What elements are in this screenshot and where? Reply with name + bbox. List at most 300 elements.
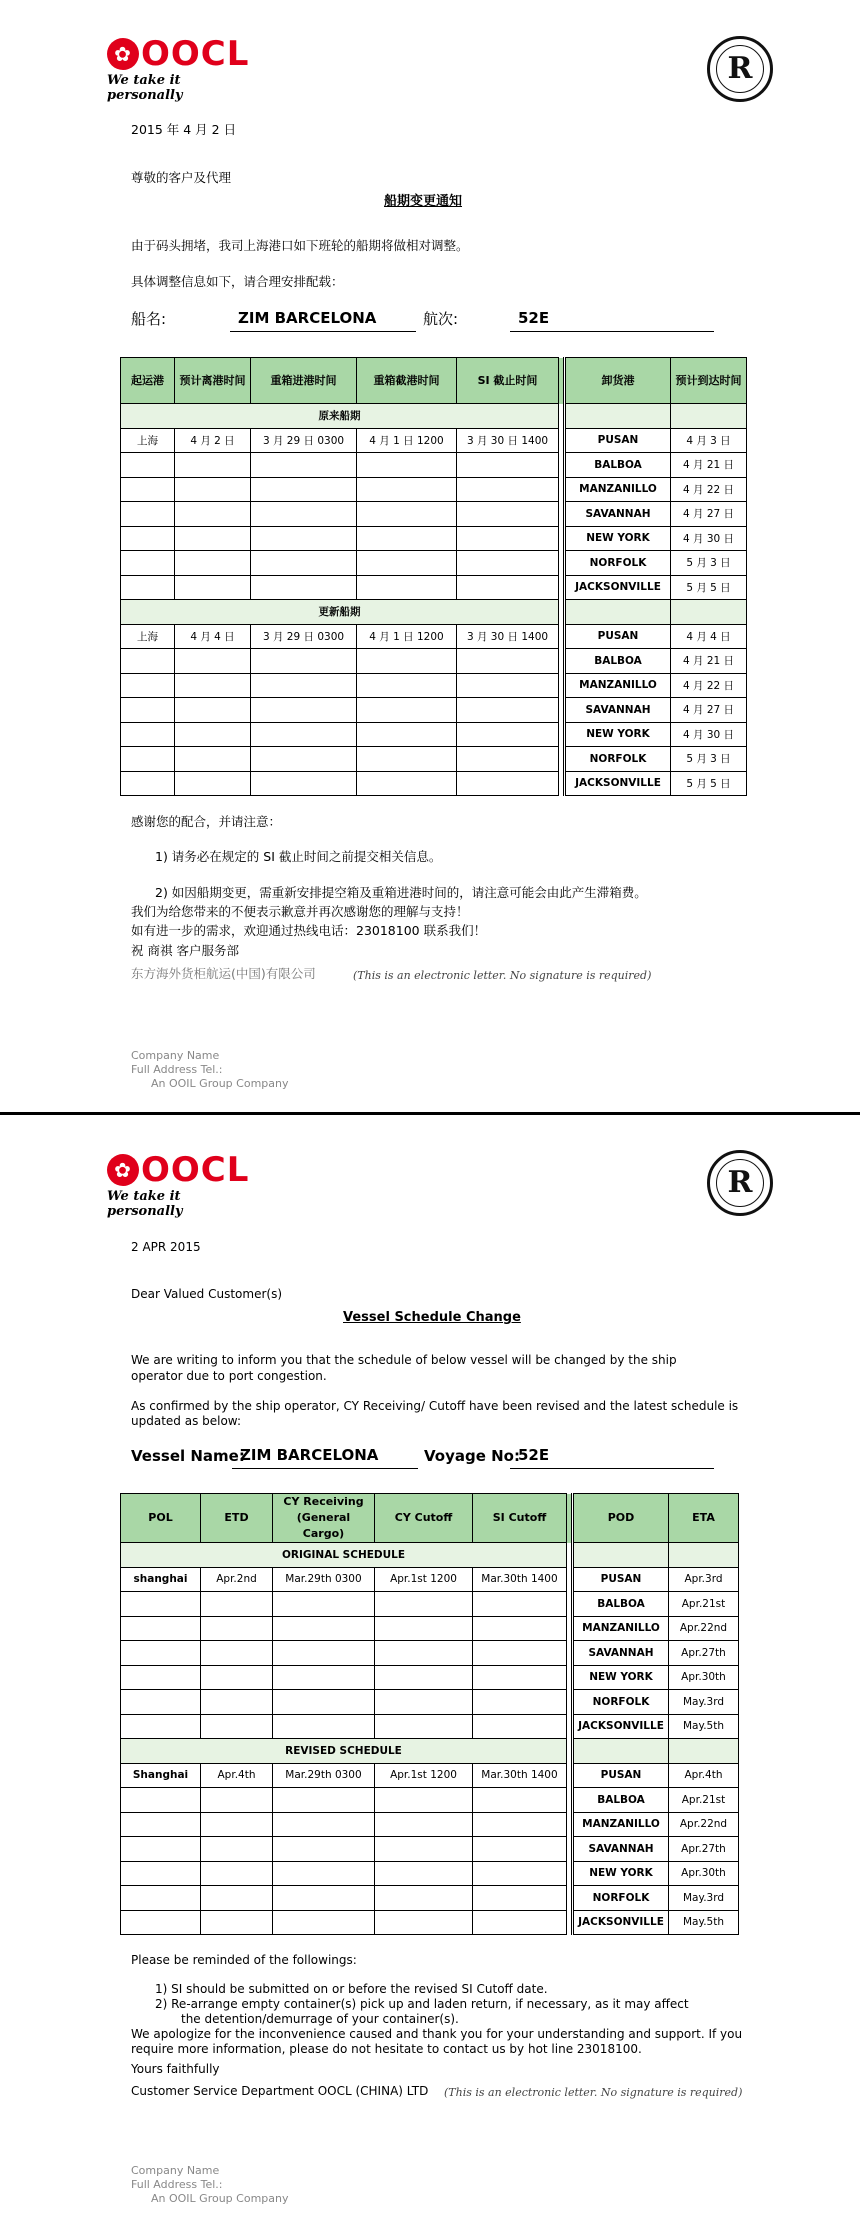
empty-cell — [375, 1616, 473, 1641]
empty-cell — [565, 404, 671, 429]
empty-cell — [121, 771, 175, 796]
column-header: 重箱进港时间 — [251, 358, 357, 404]
notice-item-2: 2) 如因船期变更，需重新安排提空箱及重箱进港时间的，请注意可能会由此产生滞箱费。 — [155, 885, 647, 900]
pod-cell: BALBOA — [565, 649, 671, 674]
empty-cell — [121, 526, 175, 551]
empty-cell — [473, 1788, 567, 1813]
empty-cell — [457, 747, 559, 772]
table-row — [121, 1641, 739, 1666]
si-cutoff-cell: Mar.30th 1400 — [473, 1763, 567, 1788]
footer-company: Company Name — [131, 2164, 220, 2177]
empty-cell — [473, 1616, 567, 1641]
empty-cell — [473, 1641, 567, 1666]
eta-cell: May.3rd — [669, 1690, 739, 1715]
empty-cell — [121, 1690, 201, 1715]
quality-seal-icon: R — [707, 1150, 773, 1216]
pod-cell: BALBOA — [565, 453, 671, 478]
eta-cell: Apr.30th — [669, 1665, 739, 1690]
empty-cell — [375, 1714, 473, 1739]
empty-cell — [201, 1886, 273, 1911]
tagline: We take it personally — [107, 1189, 183, 1219]
eta-cell: Apr.27th — [669, 1837, 739, 1862]
table-row — [121, 1910, 739, 1935]
pod-cell: MANZANILLO — [565, 477, 671, 502]
table-row — [121, 1567, 739, 1592]
eta-cell: 4 月 22 日 — [671, 673, 747, 698]
empty-cell — [375, 1592, 473, 1617]
intro-paragraph: 由于码头拥堵，我司上海港口如下班轮的船期将做相对调整。 — [131, 238, 469, 253]
revised-schedule-label-row — [121, 600, 747, 625]
pod-cell: NORFOLK — [565, 551, 671, 576]
table-row — [121, 1886, 739, 1911]
table-row — [121, 624, 747, 649]
vessel-label: Vessel Name: — [131, 1447, 245, 1465]
pod-cell: SAVANNAH — [565, 502, 671, 527]
column-header: POD — [573, 1494, 669, 1543]
section-label: 原来船期 — [121, 404, 559, 429]
empty-cell — [251, 526, 357, 551]
etd-cell: 4 月 4 日 — [175, 624, 251, 649]
empty-cell — [201, 1910, 273, 1935]
empty-cell — [251, 502, 357, 527]
table-row — [121, 698, 747, 723]
cy-cutoff-cell: Apr.1st 1200 — [375, 1763, 473, 1788]
empty-cell — [175, 747, 251, 772]
empty-cell — [671, 404, 747, 429]
pol-cell: shanghai — [121, 1567, 201, 1592]
letter-date: 2 APR 2015 — [131, 1240, 201, 1254]
pol-cell: 上海 — [121, 624, 175, 649]
empty-cell — [273, 1665, 375, 1690]
empty-cell — [375, 1690, 473, 1715]
column-header: CY Receiving (General Cargo) — [273, 1494, 375, 1543]
empty-cell — [457, 698, 559, 723]
column-header: 重箱截港时间 — [357, 358, 457, 404]
footer — [131, 2164, 289, 2206]
notice-item-1: 1) 请务必在规定的 SI 截止时间之前提交相关信息。 — [155, 849, 442, 864]
empty-cell — [375, 1812, 473, 1837]
empty-cell — [357, 771, 457, 796]
pod-cell: NORFOLK — [573, 1690, 669, 1715]
reminder-item-2-line2: the detention/demurrage of your container(s). — [181, 2012, 459, 2026]
tagline: We take it personally — [107, 73, 183, 103]
intro-paragraph-line1: We are writing to inform you that the schedule of below vessel will be changed by the ship — [131, 1353, 677, 1367]
empty-cell — [175, 771, 251, 796]
empty-cell — [201, 1616, 273, 1641]
empty-cell — [357, 575, 457, 600]
eta-cell: Apr.27th — [669, 1641, 739, 1666]
empty-cell — [121, 1812, 201, 1837]
column-header: ETD — [201, 1494, 273, 1543]
pod-cell: PUSAN — [573, 1763, 669, 1788]
empty-cell — [121, 698, 175, 723]
pol-cell: 上海 — [121, 428, 175, 453]
section-label: 更新船期 — [121, 600, 559, 625]
pod-cell: JACKSONVILLE — [565, 575, 671, 600]
company-name-cn: 东方海外货柜航运(中国)有限公司 — [131, 966, 316, 981]
page-divider — [0, 1112, 860, 1115]
voyage-number: 52E — [518, 309, 550, 327]
footer-group: An OOIL Group Company — [151, 1077, 289, 1090]
schedule-table-body — [121, 358, 747, 796]
intro-paragraph-line2: operator due to port congestion. — [131, 1369, 327, 1383]
empty-cell — [175, 477, 251, 502]
empty-cell — [175, 575, 251, 600]
empty-cell — [201, 1665, 273, 1690]
column-header: 预计离港时间 — [175, 358, 251, 404]
electronic-letter-note: (This is an electronic letter. No signature is required) — [444, 2086, 743, 2099]
empty-cell — [121, 1861, 201, 1886]
eta-cell: 4 月 30 日 — [671, 722, 747, 747]
column-header: POL — [121, 1494, 201, 1543]
eta-cell: May.5th — [669, 1910, 739, 1935]
si-cutoff-cell: Mar.30th 1400 — [473, 1567, 567, 1592]
eta-cell: Apr.4th — [669, 1763, 739, 1788]
empty-cell — [121, 1592, 201, 1617]
empty-cell — [175, 502, 251, 527]
empty-cell — [457, 453, 559, 478]
pod-cell: PUSAN — [565, 624, 671, 649]
empty-cell — [201, 1592, 273, 1617]
empty-cell — [473, 1812, 567, 1837]
greeting: 尊敬的客户及代理 — [131, 170, 232, 185]
pod-cell: MANZANILLO — [573, 1616, 669, 1641]
si-cutoff-cell: 3 月 30 日 1400 — [457, 428, 559, 453]
empty-cell — [457, 575, 559, 600]
empty-cell — [457, 649, 559, 674]
pod-cell: MANZANILLO — [573, 1812, 669, 1837]
eta-cell: 4 月 27 日 — [671, 698, 747, 723]
eta-cell: 4 月 27 日 — [671, 502, 747, 527]
voyage-label: Voyage No: — [424, 1447, 520, 1465]
closing-text: 祝 商祺 客户服务部 — [131, 943, 239, 958]
pod-cell: BALBOA — [573, 1592, 669, 1617]
table-row — [121, 575, 747, 600]
apology-text: 我们为给您带来的不便表示歉意并再次感谢您的理解与支持！ — [131, 904, 469, 919]
original-schedule-label-row — [121, 404, 747, 429]
empty-cell — [121, 1616, 201, 1641]
footer-group: An OOIL Group Company — [151, 2192, 289, 2205]
empty-cell — [175, 649, 251, 674]
empty-cell — [357, 551, 457, 576]
cy-receiving-cell: Mar.29th 0300 — [273, 1763, 375, 1788]
table-row — [121, 771, 747, 796]
empty-cell — [251, 551, 357, 576]
empty-cell — [669, 1543, 739, 1568]
eta-cell: 5 月 3 日 — [671, 747, 747, 772]
empty-cell — [457, 477, 559, 502]
empty-cell — [473, 1690, 567, 1715]
empty-cell — [357, 453, 457, 478]
schedule-table — [120, 357, 747, 796]
eta-cell: Apr.22nd — [669, 1616, 739, 1641]
eta-cell: May.3rd — [669, 1886, 739, 1911]
empty-cell — [273, 1788, 375, 1813]
empty-cell — [251, 747, 357, 772]
empty-cell — [175, 526, 251, 551]
apology-line2: require more information, please do not hesitate to contact us by hot line 23018100. — [131, 2042, 642, 2056]
empty-cell — [671, 600, 747, 625]
empty-cell — [251, 771, 357, 796]
empty-cell — [357, 722, 457, 747]
eta-cell: Apr.3rd — [669, 1567, 739, 1592]
empty-cell — [121, 453, 175, 478]
greeting: Dear Valued Customer(s) — [131, 1287, 283, 1301]
flower-emblem-icon — [107, 1154, 139, 1186]
empty-cell — [121, 1665, 201, 1690]
empty-cell — [251, 698, 357, 723]
eta-cell: Apr.21st — [669, 1788, 739, 1813]
eta-cell: May.5th — [669, 1714, 739, 1739]
pod-cell: BALBOA — [573, 1788, 669, 1813]
empty-cell — [121, 1837, 201, 1862]
empty-cell — [375, 1665, 473, 1690]
table-row — [121, 1837, 739, 1862]
cy-receiving-cell: 3 月 29 日 0300 — [251, 428, 357, 453]
empty-cell — [121, 1910, 201, 1935]
eta-cell: Apr.22nd — [669, 1812, 739, 1837]
footer-company: Company Name — [131, 1049, 220, 1062]
cy-receiving-cell: Mar.29th 0300 — [273, 1567, 375, 1592]
table-row — [121, 1788, 739, 1813]
empty-cell — [121, 1788, 201, 1813]
table-row — [121, 1665, 739, 1690]
letter-title: Vessel Schedule Change — [343, 1310, 521, 1325]
table-row — [121, 1812, 739, 1837]
empty-cell — [121, 477, 175, 502]
empty-cell — [457, 722, 559, 747]
empty-cell — [573, 1543, 669, 1568]
eta-cell: Apr.21st — [669, 1592, 739, 1617]
table-row — [121, 428, 747, 453]
table-row — [121, 722, 747, 747]
si-cutoff-cell: 3 月 30 日 1400 — [457, 624, 559, 649]
eta-cell: 4 月 4 日 — [671, 624, 747, 649]
eta-cell: 5 月 5 日 — [671, 575, 747, 600]
empty-cell — [201, 1641, 273, 1666]
empty-cell — [175, 722, 251, 747]
pod-cell: NEW YORK — [573, 1665, 669, 1690]
eta-cell: 4 月 21 日 — [671, 453, 747, 478]
empty-cell — [201, 1837, 273, 1862]
eta-cell: Apr.30th — [669, 1861, 739, 1886]
voyage-label: 航次: — [423, 310, 459, 328]
empty-cell — [473, 1714, 567, 1739]
table-row — [121, 1616, 739, 1641]
empty-cell — [357, 747, 457, 772]
column-header: 起运港 — [121, 358, 175, 404]
eta-cell: 5 月 3 日 — [671, 551, 747, 576]
cy-cutoff-cell: 4 月 1 日 1200 — [357, 624, 457, 649]
voyage-number: 52E — [518, 1446, 550, 1464]
empty-cell — [273, 1714, 375, 1739]
vessel-name: ZIM BARCELONA — [238, 309, 377, 327]
empty-cell — [357, 526, 457, 551]
table-row — [121, 502, 747, 527]
footer-address: Full Address Tel.: — [131, 1063, 223, 1076]
empty-cell — [201, 1812, 273, 1837]
thanks-note: 感谢您的配合，并请注意： — [131, 814, 282, 829]
apology-line1: We apologize for the inconvenience caused and thank you for your understanding and support. If you — [131, 2027, 743, 2041]
update-paragraph-line2: updated as below: — [131, 1414, 242, 1428]
empty-cell — [357, 698, 457, 723]
empty-cell — [473, 1665, 567, 1690]
empty-cell — [457, 551, 559, 576]
table-row — [121, 1592, 739, 1617]
empty-cell — [121, 575, 175, 600]
signature-line: Customer Service Department OOCL (CHINA) LTD — [131, 2084, 429, 2098]
column-header: SI 截止时间 — [457, 358, 559, 404]
empty-cell — [273, 1812, 375, 1837]
pod-cell: JACKSONVILLE — [573, 1714, 669, 1739]
update-paragraph-line1: As confirmed by the ship operator, CY Receiving/ Cutoff have been revised and the latest schedule is — [131, 1399, 739, 1413]
flower-emblem-icon — [107, 38, 139, 70]
eta-cell: 5 月 5 日 — [671, 771, 747, 796]
pod-cell: NEW YORK — [565, 722, 671, 747]
pod-cell: NEW YORK — [565, 526, 671, 551]
eta-cell: 4 月 3 日 — [671, 428, 747, 453]
table-row — [121, 1763, 739, 1788]
empty-cell — [121, 722, 175, 747]
reminder-heading: Please be reminded of the followings: — [131, 1953, 357, 1967]
eta-cell: 4 月 30 日 — [671, 526, 747, 551]
header-row — [121, 1494, 739, 1543]
empty-cell — [457, 526, 559, 551]
pol-cell: Shanghai — [121, 1763, 201, 1788]
section-label: REVISED SCHEDULE — [121, 1739, 567, 1764]
empty-cell — [473, 1837, 567, 1862]
pod-cell: NORFOLK — [565, 747, 671, 772]
empty-cell — [273, 1837, 375, 1862]
empty-cell — [251, 649, 357, 674]
empty-cell — [375, 1837, 473, 1862]
footer — [131, 1049, 289, 1091]
empty-cell — [273, 1861, 375, 1886]
empty-cell — [457, 771, 559, 796]
empty-cell — [573, 1739, 669, 1764]
footer-address: Full Address Tel.: — [131, 2178, 223, 2191]
pod-cell: MANZANILLO — [565, 673, 671, 698]
schedule-table-body — [121, 1494, 739, 1935]
empty-cell — [473, 1910, 567, 1935]
pod-cell: NEW YORK — [573, 1861, 669, 1886]
empty-cell — [375, 1886, 473, 1911]
empty-cell — [201, 1861, 273, 1886]
oocl-logo: ✿ OOCL We take it personally — [107, 1152, 257, 1219]
etd-cell: Apr.4th — [201, 1763, 273, 1788]
vessel-label: 船名: — [131, 310, 167, 328]
empty-cell — [121, 551, 175, 576]
table-row — [121, 1861, 739, 1886]
pod-cell: SAVANNAH — [565, 698, 671, 723]
empty-cell — [273, 1616, 375, 1641]
empty-cell — [175, 453, 251, 478]
empty-cell — [375, 1910, 473, 1935]
column-header: 预计到达时间 — [671, 358, 747, 404]
vessel-name: ZIM BARCELONA — [240, 1446, 379, 1464]
table-row — [121, 526, 747, 551]
pod-cell: PUSAN — [573, 1567, 669, 1592]
pod-cell: NORFOLK — [573, 1886, 669, 1911]
empty-cell — [201, 1690, 273, 1715]
table-row — [121, 477, 747, 502]
section-label: ORIGINAL SCHEDULE — [121, 1543, 567, 1568]
empty-cell — [121, 1641, 201, 1666]
empty-cell — [251, 575, 357, 600]
empty-cell — [251, 722, 357, 747]
empty-cell — [121, 649, 175, 674]
pod-cell: JACKSONVILLE — [573, 1910, 669, 1935]
pod-cell: JACKSONVILLE — [565, 771, 671, 796]
empty-cell — [473, 1592, 567, 1617]
empty-cell — [473, 1886, 567, 1911]
column-header: CY Cutoff — [375, 1494, 473, 1543]
cy-receiving-cell: 3 月 29 日 0300 — [251, 624, 357, 649]
letter-page-english — [0, 1116, 860, 2226]
hotline-text: 如有进一步的需求，欢迎通过热线电话：23018100 联系我们！ — [131, 923, 487, 938]
letter-title: 船期变更通知 — [384, 194, 463, 209]
letter-date: 2015 年 4 月 2 日 — [131, 122, 237, 137]
empty-cell — [375, 1788, 473, 1813]
empty-cell — [457, 673, 559, 698]
table-row — [121, 673, 747, 698]
empty-cell — [121, 747, 175, 772]
etd-cell: Apr.2nd — [201, 1567, 273, 1592]
empty-cell — [175, 551, 251, 576]
empty-cell — [201, 1714, 273, 1739]
table-row — [121, 747, 747, 772]
closing-text: Yours faithfully — [131, 2062, 220, 2076]
pod-cell: SAVANNAH — [573, 1837, 669, 1862]
empty-cell — [457, 502, 559, 527]
cy-cutoff-cell: Apr.1st 1200 — [375, 1567, 473, 1592]
electronic-letter-note: (This is an electronic letter. No signature is required) — [353, 969, 652, 982]
table-row — [121, 649, 747, 674]
empty-cell — [273, 1886, 375, 1911]
column-header: SI Cutoff — [473, 1494, 567, 1543]
empty-cell — [565, 600, 671, 625]
empty-cell — [357, 477, 457, 502]
empty-cell — [251, 673, 357, 698]
reminder-item-1: 1) SI should be submitted on or before the revised SI Cutoff date. — [155, 1982, 548, 1996]
empty-cell — [121, 673, 175, 698]
revised-schedule-label-row — [121, 1739, 739, 1764]
empty-cell — [357, 649, 457, 674]
oocl-logo: ✿ OOCL We take it personally — [107, 36, 257, 103]
empty-cell — [273, 1592, 375, 1617]
pod-cell: SAVANNAH — [573, 1641, 669, 1666]
table-row — [121, 453, 747, 478]
empty-cell — [121, 1714, 201, 1739]
table-row — [121, 1690, 739, 1715]
reminder-item-2-line1: 2) Re-arrange empty container(s) pick up and laden return, if necessary, as it may affect — [155, 1997, 689, 2011]
empty-cell — [201, 1788, 273, 1813]
empty-cell — [473, 1861, 567, 1886]
original-schedule-label-row — [121, 1543, 739, 1568]
empty-cell — [273, 1641, 375, 1666]
empty-cell — [273, 1910, 375, 1935]
empty-cell — [121, 502, 175, 527]
table-row — [121, 551, 747, 576]
eta-cell: 4 月 22 日 — [671, 477, 747, 502]
empty-cell — [251, 477, 357, 502]
cy-cutoff-cell: 4 月 1 日 1200 — [357, 428, 457, 453]
eta-cell: 4 月 21 日 — [671, 649, 747, 674]
instruction-paragraph: 具体调整信息如下，请合理安排配载： — [131, 274, 344, 289]
empty-cell — [251, 453, 357, 478]
empty-cell — [375, 1641, 473, 1666]
empty-cell — [669, 1739, 739, 1764]
